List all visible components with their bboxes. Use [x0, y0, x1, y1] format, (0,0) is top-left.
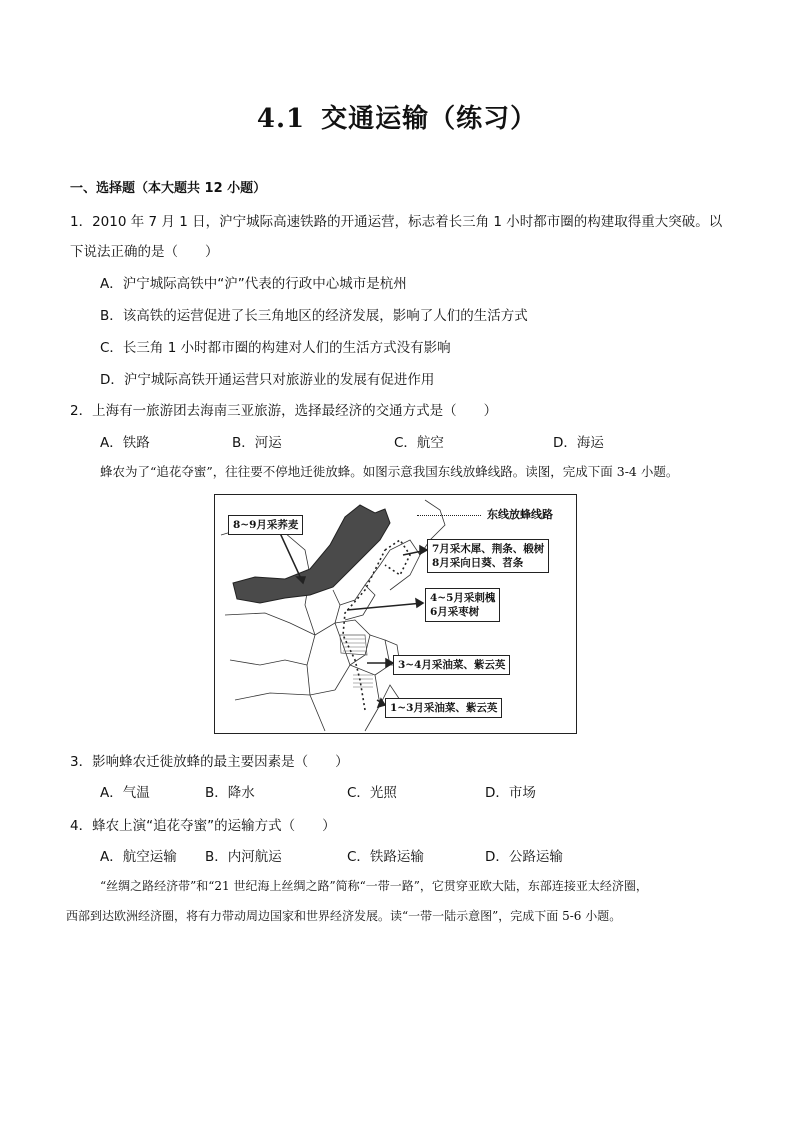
- q3-option-a[interactable]: A．气温: [100, 785, 150, 801]
- q1-stem-line1: 1．2010 年 7 月 1 日，沪宁城际高速铁路的开通运营，标志着长三角 1 小时都市圈的构建取得重大突破。以: [70, 214, 723, 230]
- q1-option-b[interactable]: B．该高铁的运营促进了长三角地区的经济发展，影响了人们的生活方式: [100, 308, 528, 324]
- label-july: 7月采木犀、荆条、椴树: [432, 543, 545, 555]
- q2-option-b[interactable]: B．河运: [232, 435, 282, 451]
- q2-stem: 2．上海有一旅游团去海南三亚旅游，选择最经济的交通方式是（ ）: [70, 403, 498, 419]
- map-legend: [417, 506, 553, 522]
- q4-stem: 4．蜂农上演“追花夺蜜”的运输方式（ ）: [70, 818, 336, 834]
- q2-option-a[interactable]: A．铁路: [100, 435, 150, 451]
- q4-option-b[interactable]: B．内河航运: [205, 849, 282, 865]
- q4-option-c[interactable]: C．铁路运输: [347, 849, 424, 865]
- q4-option-a[interactable]: A．航空运输: [100, 849, 177, 865]
- q4-option-d[interactable]: D．公路运输: [485, 849, 563, 865]
- label-august: 8月采向日葵、苕条: [432, 557, 524, 569]
- legend-dotted-line: [417, 515, 481, 516]
- q3-option-b[interactable]: B．降水: [205, 785, 255, 801]
- q1-option-a[interactable]: A．沪宁城际高铁中“沪”代表的行政中心城市是杭州: [100, 276, 407, 292]
- page-title: [0, 98, 794, 135]
- q1-option-d[interactable]: D．沪宁城际高铁开通运营只对旅游业的发展有促进作用: [100, 372, 435, 388]
- label-january-march: 1~3月采油菜、紫云英: [385, 698, 502, 718]
- label-june: 6月采枣树: [430, 606, 480, 618]
- q3-option-c[interactable]: C．光照: [347, 785, 397, 801]
- legend-label: 东线放蜂线路: [487, 508, 553, 521]
- q3-option-d[interactable]: D．市场: [485, 785, 536, 801]
- section-heading: 一、选择题（本大题共 12 小题）: [70, 181, 267, 196]
- q1-option-c[interactable]: C．长三角 1 小时都市圈的构建对人们的生活方式没有影响: [100, 340, 451, 356]
- intro-note-5-6-line1: “丝绸之路经济带”和“21 世纪海上丝绸之路”简称“一带一路”，它贯穿亚欧大陆，东部连接亚太经济圈，: [100, 879, 648, 893]
- title-number: 4.1: [256, 104, 306, 134]
- label-buckwheat: 8~9月采荞麦: [228, 515, 303, 535]
- label-march-april: 3~4月采油菜、紫云英: [393, 655, 510, 675]
- label-locust-jujube: [425, 588, 500, 622]
- bee-route-map: [214, 494, 577, 734]
- q2-option-c[interactable]: C．航空: [394, 435, 444, 451]
- intro-note-3-4: 蜂农为了“追花夺蜜”，往往要不停地迁徙放蜂。如图示意我国东线放蜂线路。读图，完成下面 3-4 小题。: [100, 464, 679, 479]
- intro-note-5-6-line2: 西部到达欧洲经济圈，将有力带动周边国家和世界经济发展。读“一带一陆示意图”，完成下面 5-6 小题。: [66, 909, 622, 923]
- label-july-august: [427, 539, 549, 573]
- label-april-may: 4~5月采刺槐: [430, 592, 496, 604]
- q1-stem-line2: 下说法正确的是（ ）: [70, 244, 219, 260]
- q2-option-d[interactable]: D．海运: [553, 435, 604, 451]
- title-text: 交通运输（练习）: [321, 104, 538, 134]
- q3-stem: 3．影响蜂农迁徙放蜂的最主要因素是（ ）: [70, 754, 349, 770]
